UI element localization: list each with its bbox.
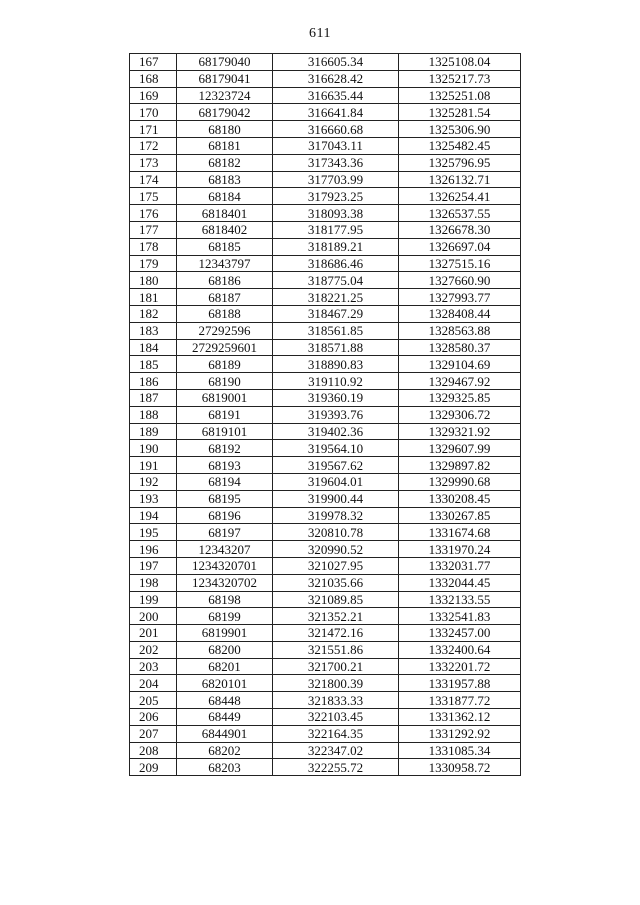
table-row — [130, 608, 521, 625]
x-coordinate-cell: 322347.02 — [273, 742, 399, 759]
point-id-cell: 68190 — [177, 373, 273, 390]
y-coordinate-cell: 1325251.08 — [399, 87, 521, 104]
y-coordinate-cell: 1329467.92 — [399, 373, 521, 390]
x-coordinate-cell: 322103.45 — [273, 709, 399, 726]
y-coordinate-cell: 1331292.92 — [399, 725, 521, 742]
table-row — [130, 121, 521, 138]
x-coordinate-cell: 321035.66 — [273, 574, 399, 591]
row-number-cell: 206 — [130, 709, 177, 726]
row-number-cell: 173 — [130, 154, 177, 171]
x-coordinate-cell: 319564.10 — [273, 440, 399, 457]
row-number-cell: 208 — [130, 742, 177, 759]
y-coordinate-cell: 1326132.71 — [399, 171, 521, 188]
table-row — [130, 171, 521, 188]
point-id-cell: 12323724 — [177, 87, 273, 104]
row-number-cell: 189 — [130, 423, 177, 440]
table-row — [130, 104, 521, 121]
y-coordinate-cell: 1326697.04 — [399, 238, 521, 255]
table-row — [130, 574, 521, 591]
row-number-cell: 183 — [130, 322, 177, 339]
x-coordinate-cell: 318093.38 — [273, 205, 399, 222]
y-coordinate-cell: 1330208.45 — [399, 490, 521, 507]
row-number-cell: 193 — [130, 490, 177, 507]
x-coordinate-cell: 319567.62 — [273, 457, 399, 474]
row-number-cell: 172 — [130, 137, 177, 154]
y-coordinate-cell: 1332541.83 — [399, 608, 521, 625]
x-coordinate-cell: 316641.84 — [273, 104, 399, 121]
x-coordinate-cell: 321352.21 — [273, 608, 399, 625]
table-row — [130, 675, 521, 692]
y-coordinate-cell: 1327660.90 — [399, 272, 521, 289]
x-coordinate-cell: 319393.76 — [273, 406, 399, 423]
x-coordinate-cell: 317043.11 — [273, 137, 399, 154]
y-coordinate-cell: 1325281.54 — [399, 104, 521, 121]
row-number-cell: 182 — [130, 305, 177, 322]
x-coordinate-cell: 318686.46 — [273, 255, 399, 272]
x-coordinate-cell: 318561.85 — [273, 322, 399, 339]
y-coordinate-cell: 1329306.72 — [399, 406, 521, 423]
x-coordinate-cell: 321833.33 — [273, 692, 399, 709]
y-coordinate-cell: 1325796.95 — [399, 154, 521, 171]
y-coordinate-cell: 1325482.45 — [399, 137, 521, 154]
table-row — [130, 557, 521, 574]
table-row — [130, 373, 521, 390]
table-row — [130, 289, 521, 306]
y-coordinate-cell: 1332400.64 — [399, 641, 521, 658]
point-id-cell: 68189 — [177, 356, 273, 373]
x-coordinate-cell: 316635.44 — [273, 87, 399, 104]
point-id-cell: 68198 — [177, 591, 273, 608]
y-coordinate-cell: 1332457.00 — [399, 625, 521, 642]
point-id-cell: 68182 — [177, 154, 273, 171]
point-id-cell: 68179042 — [177, 104, 273, 121]
row-number-cell: 176 — [130, 205, 177, 222]
point-id-cell: 68203 — [177, 759, 273, 776]
point-id-cell: 68188 — [177, 305, 273, 322]
table-row — [130, 87, 521, 104]
point-id-cell: 68194 — [177, 473, 273, 490]
x-coordinate-cell: 318775.04 — [273, 272, 399, 289]
point-id-cell: 68185 — [177, 238, 273, 255]
x-coordinate-cell: 321700.21 — [273, 658, 399, 675]
y-coordinate-cell: 1331085.34 — [399, 742, 521, 759]
y-coordinate-cell: 1331674.68 — [399, 524, 521, 541]
x-coordinate-cell: 317923.25 — [273, 188, 399, 205]
y-coordinate-cell: 1332133.55 — [399, 591, 521, 608]
table-row — [130, 742, 521, 759]
table-row — [130, 591, 521, 608]
x-coordinate-cell: 321027.95 — [273, 557, 399, 574]
point-id-cell: 68200 — [177, 641, 273, 658]
table-row — [130, 205, 521, 222]
x-coordinate-cell: 321472.16 — [273, 625, 399, 642]
point-id-cell: 6818402 — [177, 221, 273, 238]
row-number-cell: 178 — [130, 238, 177, 255]
x-coordinate-cell: 317343.36 — [273, 154, 399, 171]
row-number-cell: 209 — [130, 759, 177, 776]
table-body — [130, 54, 521, 776]
table-row — [130, 507, 521, 524]
table-row — [130, 272, 521, 289]
y-coordinate-cell: 1329607.99 — [399, 440, 521, 457]
y-coordinate-cell: 1328580.37 — [399, 339, 521, 356]
x-coordinate-cell: 322164.35 — [273, 725, 399, 742]
row-number-cell: 194 — [130, 507, 177, 524]
x-coordinate-cell: 320990.52 — [273, 541, 399, 558]
y-coordinate-cell: 1329104.69 — [399, 356, 521, 373]
point-id-cell: 6819901 — [177, 625, 273, 642]
table-row — [130, 322, 521, 339]
row-number-cell: 196 — [130, 541, 177, 558]
x-coordinate-cell: 316605.34 — [273, 54, 399, 71]
table-row — [130, 255, 521, 272]
table-row — [130, 154, 521, 171]
point-id-cell: 68192 — [177, 440, 273, 457]
row-number-cell: 190 — [130, 440, 177, 457]
point-id-cell: 6818401 — [177, 205, 273, 222]
row-number-cell: 197 — [130, 557, 177, 574]
page-number: 611 — [309, 26, 331, 41]
x-coordinate-cell: 316660.68 — [273, 121, 399, 138]
point-id-cell: 6844901 — [177, 725, 273, 742]
table-row — [130, 490, 521, 507]
row-number-cell: 186 — [130, 373, 177, 390]
table-row — [130, 524, 521, 541]
row-number-cell: 184 — [130, 339, 177, 356]
row-number-cell: 181 — [130, 289, 177, 306]
y-coordinate-cell: 1326537.55 — [399, 205, 521, 222]
row-number-cell: 204 — [130, 675, 177, 692]
table-row — [130, 692, 521, 709]
table-row — [130, 625, 521, 642]
table-row — [130, 406, 521, 423]
table-row — [130, 389, 521, 406]
table-row — [130, 356, 521, 373]
row-number-cell: 191 — [130, 457, 177, 474]
row-number-cell: 188 — [130, 406, 177, 423]
point-id-cell: 68448 — [177, 692, 273, 709]
point-id-cell: 68201 — [177, 658, 273, 675]
table-row — [130, 541, 521, 558]
point-id-cell: 68179040 — [177, 54, 273, 71]
row-number-cell: 198 — [130, 574, 177, 591]
row-number-cell: 170 — [130, 104, 177, 121]
point-id-cell: 68180 — [177, 121, 273, 138]
point-id-cell: 68191 — [177, 406, 273, 423]
y-coordinate-cell: 1325217.73 — [399, 70, 521, 87]
x-coordinate-cell: 320810.78 — [273, 524, 399, 541]
x-coordinate-cell: 319110.92 — [273, 373, 399, 390]
row-number-cell: 201 — [130, 625, 177, 642]
point-id-cell: 1234320702 — [177, 574, 273, 591]
y-coordinate-cell: 1329990.68 — [399, 473, 521, 490]
x-coordinate-cell: 317703.99 — [273, 171, 399, 188]
table-row — [130, 759, 521, 776]
y-coordinate-cell: 1329897.82 — [399, 457, 521, 474]
point-id-cell: 68179041 — [177, 70, 273, 87]
table-row — [130, 423, 521, 440]
row-number-cell: 167 — [130, 54, 177, 71]
point-id-cell: 6819101 — [177, 423, 273, 440]
row-number-cell: 168 — [130, 70, 177, 87]
x-coordinate-cell: 318221.25 — [273, 289, 399, 306]
y-coordinate-cell: 1325108.04 — [399, 54, 521, 71]
y-coordinate-cell: 1329321.92 — [399, 423, 521, 440]
point-id-cell: 6820101 — [177, 675, 273, 692]
row-number-cell: 180 — [130, 272, 177, 289]
table-row — [130, 641, 521, 658]
point-id-cell: 68449 — [177, 709, 273, 726]
y-coordinate-cell: 1327515.16 — [399, 255, 521, 272]
x-coordinate-cell: 319402.36 — [273, 423, 399, 440]
y-coordinate-cell: 1326678.30 — [399, 221, 521, 238]
row-number-cell: 177 — [130, 221, 177, 238]
y-coordinate-cell: 1330267.85 — [399, 507, 521, 524]
coordinates-table — [129, 53, 521, 776]
x-coordinate-cell: 319360.19 — [273, 389, 399, 406]
point-id-cell: 68184 — [177, 188, 273, 205]
row-number-cell: 195 — [130, 524, 177, 541]
point-id-cell: 12343797 — [177, 255, 273, 272]
row-number-cell: 185 — [130, 356, 177, 373]
row-number-cell: 199 — [130, 591, 177, 608]
y-coordinate-cell: 1332044.45 — [399, 574, 521, 591]
point-id-cell: 68187 — [177, 289, 273, 306]
x-coordinate-cell: 321089.85 — [273, 591, 399, 608]
table-row — [130, 54, 521, 71]
x-coordinate-cell: 321800.39 — [273, 675, 399, 692]
point-id-cell: 6819001 — [177, 389, 273, 406]
y-coordinate-cell: 1328408.44 — [399, 305, 521, 322]
table-row — [130, 339, 521, 356]
row-number-cell: 205 — [130, 692, 177, 709]
row-number-cell: 192 — [130, 473, 177, 490]
row-number-cell: 200 — [130, 608, 177, 625]
row-number-cell: 169 — [130, 87, 177, 104]
point-id-cell: 68183 — [177, 171, 273, 188]
row-number-cell: 207 — [130, 725, 177, 742]
y-coordinate-cell: 1329325.85 — [399, 389, 521, 406]
y-coordinate-cell: 1326254.41 — [399, 188, 521, 205]
x-coordinate-cell: 318177.95 — [273, 221, 399, 238]
x-coordinate-cell: 322255.72 — [273, 759, 399, 776]
row-number-cell: 187 — [130, 389, 177, 406]
point-id-cell: 12343207 — [177, 541, 273, 558]
row-number-cell: 171 — [130, 121, 177, 138]
y-coordinate-cell: 1327993.77 — [399, 289, 521, 306]
table-row — [130, 137, 521, 154]
row-number-cell: 174 — [130, 171, 177, 188]
point-id-cell: 68195 — [177, 490, 273, 507]
y-coordinate-cell: 1331877.72 — [399, 692, 521, 709]
point-id-cell: 68202 — [177, 742, 273, 759]
x-coordinate-cell: 319900.44 — [273, 490, 399, 507]
y-coordinate-cell: 1332201.72 — [399, 658, 521, 675]
table-row — [130, 709, 521, 726]
row-number-cell: 179 — [130, 255, 177, 272]
point-id-cell: 27292596 — [177, 322, 273, 339]
table-row — [130, 238, 521, 255]
row-number-cell: 175 — [130, 188, 177, 205]
point-id-cell: 68199 — [177, 608, 273, 625]
table-row — [130, 658, 521, 675]
y-coordinate-cell: 1331957.88 — [399, 675, 521, 692]
row-number-cell: 203 — [130, 658, 177, 675]
point-id-cell: 68181 — [177, 137, 273, 154]
row-number-cell: 202 — [130, 641, 177, 658]
point-id-cell: 68196 — [177, 507, 273, 524]
point-id-cell: 68193 — [177, 457, 273, 474]
y-coordinate-cell: 1331362.12 — [399, 709, 521, 726]
y-coordinate-cell: 1331970.24 — [399, 541, 521, 558]
y-coordinate-cell: 1325306.90 — [399, 121, 521, 138]
table-row — [130, 188, 521, 205]
table-row — [130, 221, 521, 238]
x-coordinate-cell: 319978.32 — [273, 507, 399, 524]
table-row — [130, 457, 521, 474]
y-coordinate-cell: 1328563.88 — [399, 322, 521, 339]
point-id-cell: 68186 — [177, 272, 273, 289]
x-coordinate-cell: 318890.83 — [273, 356, 399, 373]
table-row — [130, 440, 521, 457]
y-coordinate-cell: 1332031.77 — [399, 557, 521, 574]
point-id-cell: 1234320701 — [177, 557, 273, 574]
point-id-cell: 68197 — [177, 524, 273, 541]
x-coordinate-cell: 318571.88 — [273, 339, 399, 356]
table-row — [130, 473, 521, 490]
table-row — [130, 305, 521, 322]
x-coordinate-cell: 318467.29 — [273, 305, 399, 322]
table-row — [130, 70, 521, 87]
x-coordinate-cell: 321551.86 — [273, 641, 399, 658]
x-coordinate-cell: 319604.01 — [273, 473, 399, 490]
x-coordinate-cell: 316628.42 — [273, 70, 399, 87]
table-row — [130, 725, 521, 742]
y-coordinate-cell: 1330958.72 — [399, 759, 521, 776]
x-coordinate-cell: 318189.21 — [273, 238, 399, 255]
point-id-cell: 2729259601 — [177, 339, 273, 356]
